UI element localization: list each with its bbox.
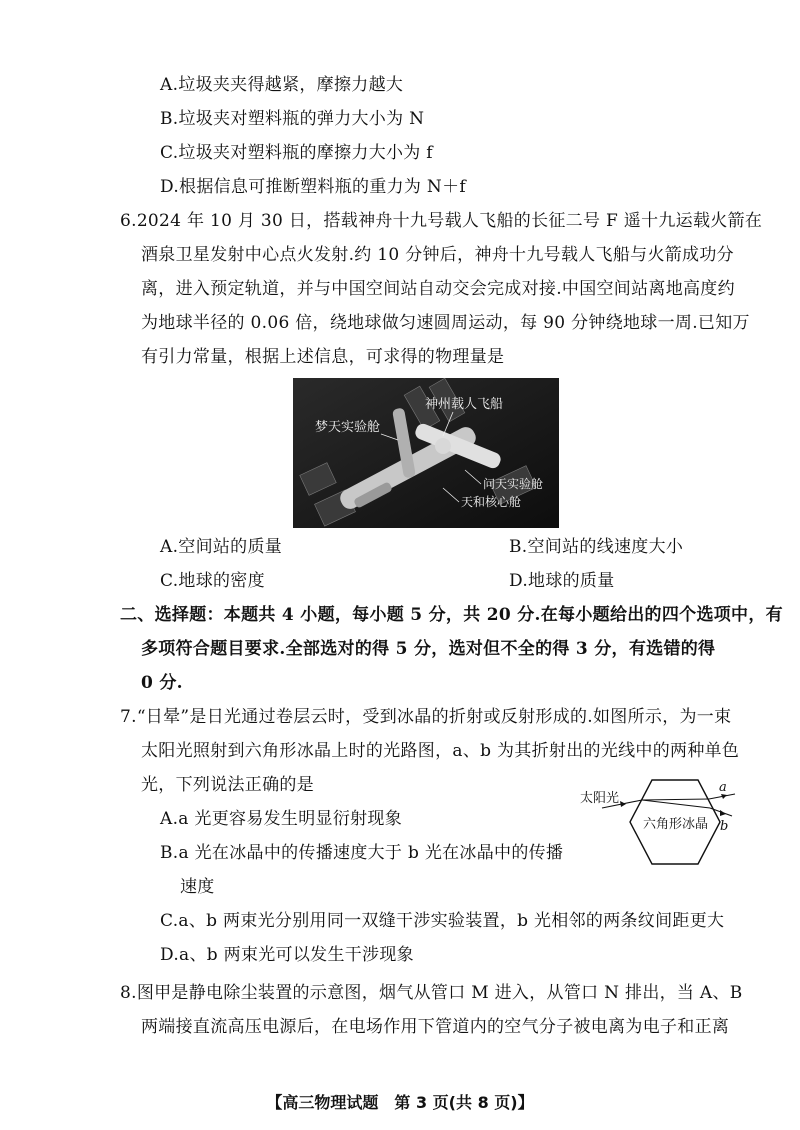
q7-line-3: 光，下列说法正确的是 [141, 775, 314, 795]
q7-line-2: 太阳光照射到六角形冰晶上时的光路图，a、b 为其折射出的光线中的两种单色 [141, 741, 740, 761]
section2-line-2: 多项符合题目要求.全部选对的得 5 分，选对但不全的得 3 分，有选错的得 [141, 639, 716, 659]
q6-option-d: D.地球的质量 [509, 571, 615, 591]
sunlight-label: 太阳光 [580, 791, 620, 806]
q5-option-d: D.根据信息可推断塑料瓶的重力为 N＋f [160, 177, 466, 197]
q7-line-1: 7.“日晕”是日光通过卷层云时，受到冰晶的折射或反射形成的.如图所示，为一束 [120, 707, 732, 727]
q6-option-b: B.空间站的线速度大小 [509, 537, 684, 557]
label-tianhe: 天和核心舱 [461, 495, 522, 509]
ice-crystal-diagram [580, 772, 750, 872]
q7-option-b-line-2: 速度 [180, 877, 215, 897]
q8-line-2: 两端接直流高压电源后，在电场作用下管道内的空气分子被电离为电子和正离 [141, 1017, 730, 1037]
q6-line-1: 6.2024 年 10 月 30 日，搭载神舟十九号载人飞船的长征二号 F 遥十九运载火箭在 [120, 211, 763, 231]
q5-option-c: C.垃圾夹对塑料瓶的摩擦力大小为 f [160, 143, 433, 163]
q8-line-1: 8.图甲是静电除尘装置的示意图，烟气从管口 M 进入，从管口 N 排出，当 A、B [120, 983, 743, 1003]
q5-option-a: A.垃圾夹夹得越紧，摩擦力越大 [160, 75, 404, 95]
q7-option-c: C.a、b 两束光分别用同一双缝干涉实验装置，b 光相邻的两条纹间距更大 [160, 911, 725, 931]
q6-option-a: A.空间站的质量 [160, 537, 283, 557]
label-mengtian: 梦天实验舱 [315, 420, 381, 435]
ray-a-label: a [719, 780, 727, 795]
page-footer: 【高三物理试题 第 3 页(共 8 页)】 [266, 1093, 534, 1112]
section2-line-3: 0 分. [141, 673, 183, 693]
q6-line-4: 为地球半径的 0.06 倍，绕地球做匀速圆周运动，每 90 分钟绕地球一周.已知万 [141, 313, 750, 333]
space-station-photo [293, 378, 559, 528]
q7-option-d: D.a、b 两束光可以发生干涉现象 [160, 945, 414, 965]
q6-line-5: 有引力常量，根据上述信息，可求得的物理量是 [141, 347, 505, 367]
q6-line-2: 酒泉卫星发射中心点火发射.约 10 分钟后，神舟十九号载人飞船与火箭成功分 [141, 245, 734, 265]
q6-line-3: 离，进入预定轨道，并与中国空间站自动交会完成对接.中国空间站离地高度约 [141, 279, 735, 299]
q5-option-b: B.垃圾夹对塑料瓶的弹力大小为 N [160, 109, 425, 129]
label-wentian: 问天实验舱 [483, 477, 544, 491]
ray-b-label: b [720, 819, 729, 834]
q7-option-b-line-1: B.a 光在冰晶中的传播速度大于 b 光在冰晶中的传播 [160, 843, 564, 863]
label-shenzhou: 神州载人飞船 [425, 397, 504, 412]
section2-line-1: 二、选择题：本题共 4 小题，每小题 5 分，共 20 分.在每小题给出的四个选项中，有 [120, 605, 783, 625]
q7-option-a: A.a 光更容易发生明显衍射现象 [160, 809, 403, 829]
crystal-label: 六角形冰晶 [643, 817, 709, 832]
q6-option-c: C.地球的密度 [160, 571, 265, 591]
